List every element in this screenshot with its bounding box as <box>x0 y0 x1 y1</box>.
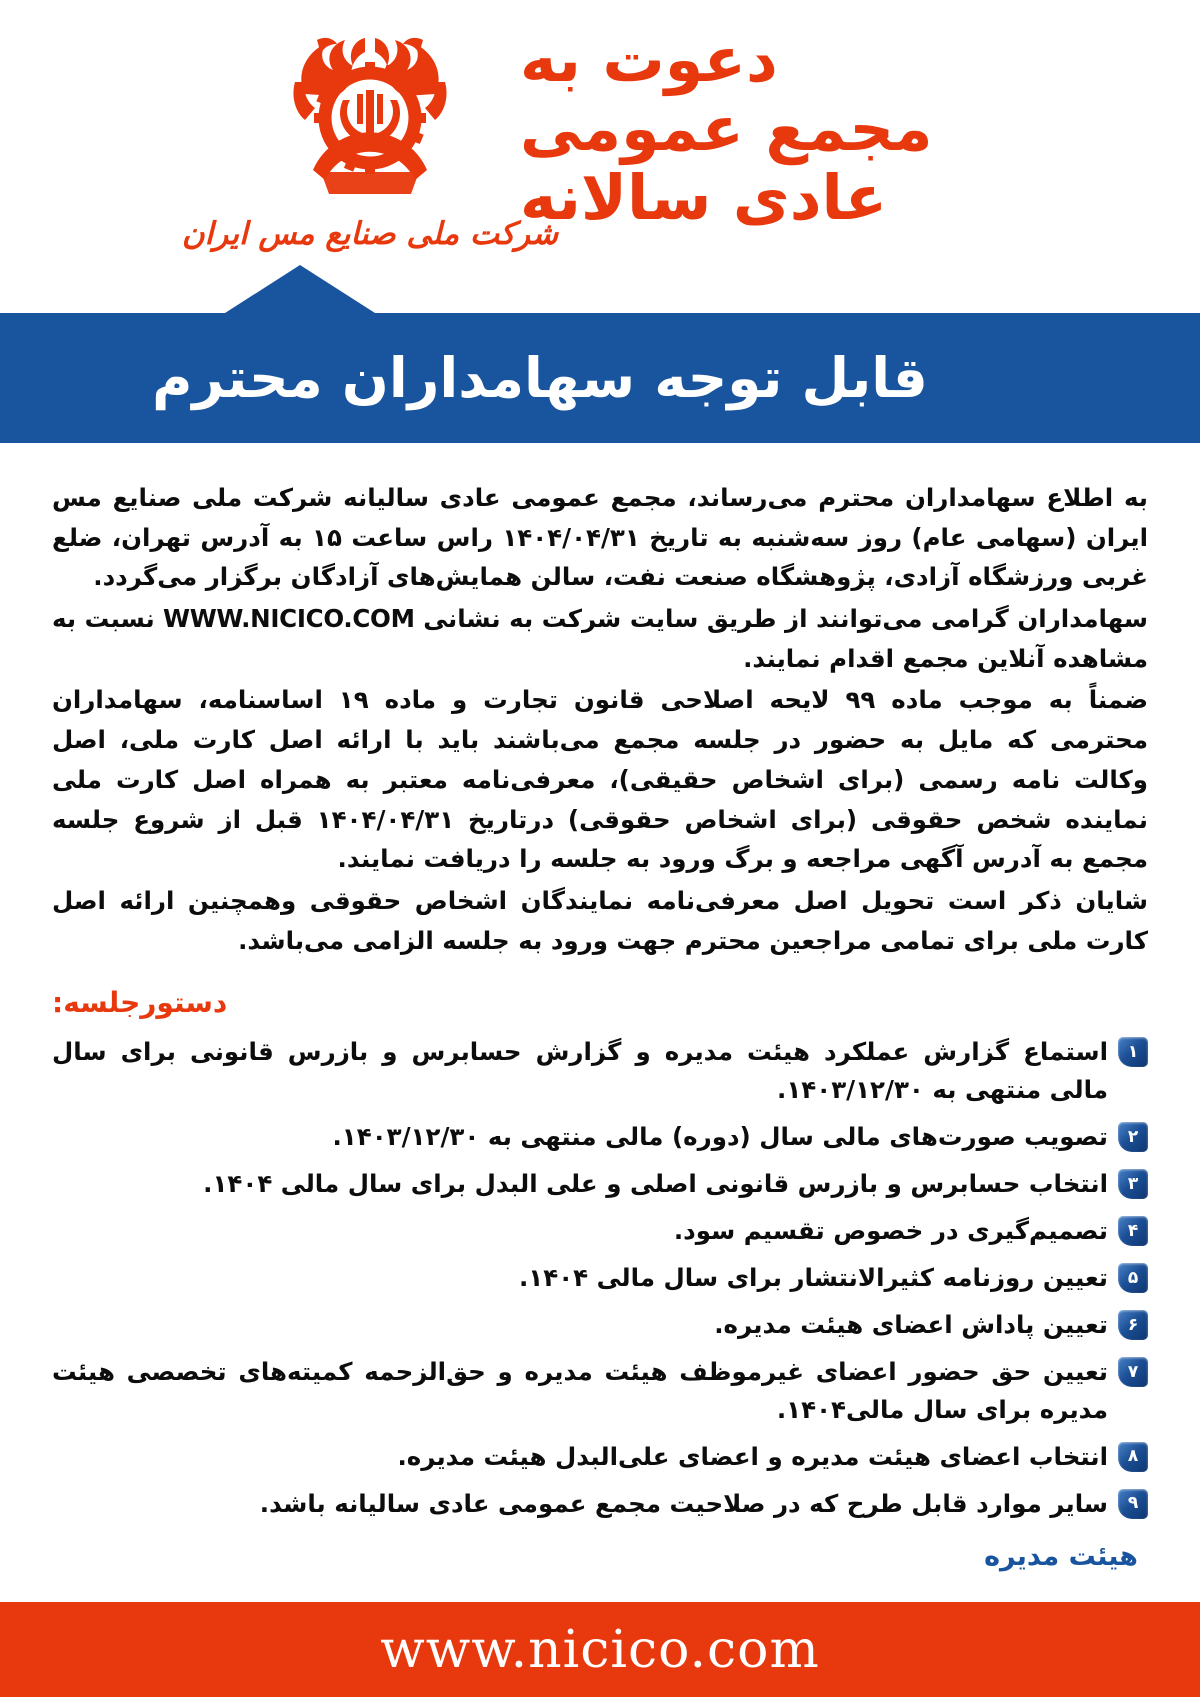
agenda-heading: دستورجلسه: <box>52 986 228 1020</box>
agenda-item <box>52 1438 1148 1476</box>
agenda-number-badge-icon <box>1118 1489 1148 1519</box>
agenda-item-text: انتخاب حسابرس و بازرس قانونی اصلی و علی البدل برای سال مالی ۱۴۰۴. <box>203 1169 1108 1199</box>
agenda-number: ۷ <box>1127 1361 1139 1382</box>
agenda-number-badge-icon <box>1118 1442 1148 1472</box>
agenda-number: ۱ <box>1127 1041 1139 1062</box>
agenda-number: ۹ <box>1127 1493 1139 1514</box>
agenda-number: ۸ <box>1127 1446 1139 1467</box>
title-line-1: دعوت به <box>520 23 778 96</box>
agenda-number: ۶ <box>1127 1314 1139 1335</box>
website-url[interactable]: www.nicico.com <box>380 1619 820 1680</box>
poster-header <box>0 0 1200 300</box>
agenda-item <box>52 1212 1148 1250</box>
agenda-item <box>52 1306 1148 1344</box>
agenda-number-badge-icon <box>1118 1263 1148 1293</box>
page-title <box>520 23 1080 234</box>
nicico-emblem-icon <box>265 22 475 212</box>
agenda-number-badge-icon <box>1118 1216 1148 1246</box>
agenda-item <box>52 1118 1148 1156</box>
agenda-item <box>52 1353 1148 1429</box>
company-wordmark: شرکت ملی صنایع مس ایران <box>181 216 559 252</box>
company-logo-block <box>170 22 570 252</box>
agenda-list <box>52 1033 1148 1523</box>
body-paragraph-4: شایان ذکر است تحویل اصل معرفی‌نامه نمایندگان اشخاص حقوقی وهمچنین ارائه اصل کارت ملی برای تمامی مراجعین محترم جهت ورود به جلسه الزامی می‌باشد. <box>52 885 1148 955</box>
agenda-item-text: تعیین حق حضور اعضای غیرموظف هیئت مدیره و حق‌الزحمه کمیته‌های تخصصی هیئت مدیره برای سال مالی۱۴۰۴. <box>52 1357 1108 1424</box>
agenda-number-badge-icon <box>1118 1122 1148 1152</box>
agenda-number: ۴ <box>1127 1220 1139 1241</box>
attention-banner <box>0 300 1200 452</box>
agenda-item-text: سایر موارد قابل طرح که در صلاحیت مجمع عمومی عادی سالیانه باشد. <box>259 1488 1108 1518</box>
agenda-item-text: تصمیم‌گیری در خصوص تقسیم سود. <box>673 1216 1108 1246</box>
title-line-2: مجمع عمومی <box>520 91 933 165</box>
agenda-item-text: تعیین روزنامه کثیرالانتشار برای سال مالی ۱۴۰۴. <box>518 1263 1108 1293</box>
agenda-item <box>52 1165 1148 1203</box>
banner-bar <box>0 313 1200 443</box>
body-paragraph-1: به اطلاع سهامداران محترم می‌رساند، مجمع عمومی عادی سالیانه شرکت ملی صنایع مس ایران (سهامی عام) روز سه‌شنبه به تاریخ ۱۴۰۴/۰۴/۳۱ راس ساعت ۱۵ به آدرس تهران، ضلع غربی ورزشگاه آزادی، پژوهشگاه صنعت نفت، سالن همایش‌های آزادگان برگزار می‌گردد. <box>52 483 1148 592</box>
agenda-item-text: استماع گزارش عملکرد هیئت مدیره و گزارش حسابرس و بازرس قانونی برای سال مالی منتهی به ۱۴۰۳/۱۲/۳۰. <box>52 1037 1108 1105</box>
poster-footer <box>0 1602 1200 1697</box>
body-paragraph-3: ضمناً به موجب ماده ۹۹ لایحه اصلاحی قانون تجارت و ماده ۱۹ اساسنامه، سهامداران محترمی که مایل به حضور در جلسه مجمع می‌باشند باید با ارائه اصل کارت ملی، اصل وکالت نامه رسمی (برای اشخاص حقیقی)، معرفی‌نامه معتبر به همراه اصل کارت ملی نماینده شخص حقوقی (برای اشخاص حقوقی) درتاریخ ۱۴۰۴/۰۴/۳۱ قبل از شروع جلسه مجمع به آدرس آگهی مراجعه و برگ ورود به جلسه را دریافت نمایند. <box>52 685 1149 874</box>
agenda-item-text: تعیین پاداش اعضای هیئت مدیره. <box>714 1310 1108 1340</box>
agenda-number-badge-icon <box>1118 1357 1148 1387</box>
agenda-number: ۵ <box>1127 1267 1139 1288</box>
agenda-number: ۲ <box>1127 1126 1139 1147</box>
board-signature: هیئت مدیره <box>984 1540 1138 1572</box>
title-line-3: عادی سالانه <box>520 160 888 234</box>
agenda-item-text: انتخاب اعضای هیئت مدیره و اعضای علی‌البدل هیئت مدیره. <box>397 1441 1108 1471</box>
banner-title: قابل توجه سهامداران محترم <box>152 346 928 410</box>
poster-body <box>0 452 1200 1572</box>
agenda-number-badge-icon <box>1118 1037 1148 1067</box>
agenda-number-badge-icon <box>1118 1169 1148 1199</box>
agenda-item <box>52 1259 1148 1297</box>
agenda-number: ۳ <box>1127 1173 1139 1194</box>
agenda-item <box>52 1485 1148 1523</box>
agenda-item-text: تصویب صورت‌های مالی سال (دوره) مالی منتهی به ۱۴۰۳/۱۲/۳۰. <box>332 1122 1108 1152</box>
body-paragraph-2: سهامداران گرامی می‌توانند از طریق سایت شرکت به نشانی WWW.NICICO.COM نسبت به مشاهده آنلاین مجمع اقدام نمایند. <box>52 604 1148 673</box>
agenda-item <box>52 1033 1148 1109</box>
agenda-number-badge-icon <box>1118 1310 1148 1340</box>
banner-arrow-icon <box>225 265 375 313</box>
